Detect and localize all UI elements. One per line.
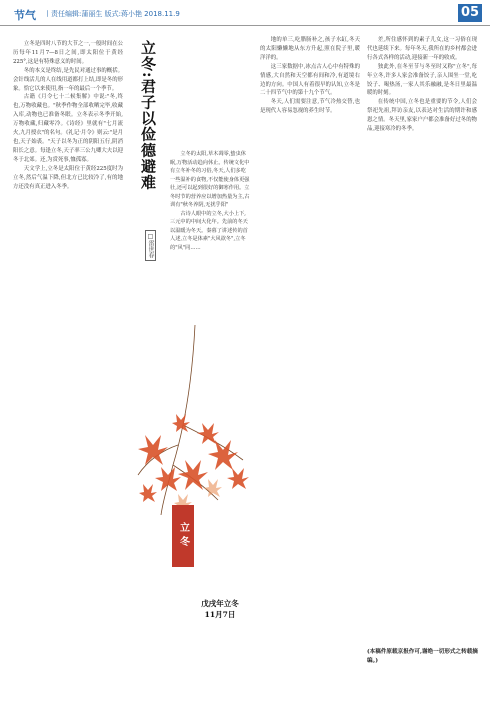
paragraph: 古籍《月令七十二候集解》中说:"冬,终也,万物收藏也。"秋季作物全部收晒完毕,收藏入库,动物也已准备冬眠。立冬表示冬季开始,万物收藏,归藏零冷。《诗经》里就有"七月流火,九月授衣"的名句。《礼记·月令》则云:"是月也,天子始裘。"天子以冬为正的阴阳五行,阴消阳长之意。每逢立冬,天子率三公九卿大夫以迎冬于北郊。还,为赏死事,恤孤寡。 <box>13 94 123 163</box>
source-note: (本稿件原载京报作可,谢绝一切形式之转载摘编。) <box>367 649 478 664</box>
paragraph: 冬的本义是终结,是先民对通过事的概括。会针线活儿的人在线用道都打上结,即是冬的形象。恰它以来使用,指一年的最后一个季节。 <box>13 67 123 92</box>
caption-line: 戊戌年立冬 <box>201 599 239 608</box>
header-meta: 丨责任编辑:蒲丽生 版式:蒋小艳 2018.11.9 <box>44 10 180 18</box>
maple-leaf-cluster <box>138 414 249 502</box>
paragraph: 这三家数据中,冰点古人心中有特殊的情感,大自然和天空都有间和冷,有道境右边的方向。中国人有着很早的认知,立冬是二十四节气中的第十九个节气。 <box>260 63 360 97</box>
article-title: 立冬:君子以俭德避难 <box>139 40 157 191</box>
paragraph: 地的单三,吃腊肠补之,孩子水缸,冬天的太阳懒懒地从东方升起,照在院子里,暖洋洋的。 <box>260 37 360 61</box>
caption-line: 11月7日 <box>204 610 236 619</box>
paragraph: 冬天,人们需要注意,节气冷热交替,也是现代人容易忽视的养生时节。 <box>260 99 360 115</box>
article-column-1 <box>13 40 123 680</box>
article-column-4 <box>367 36 477 636</box>
article-intro <box>170 150 250 325</box>
maple-leaves-illustration <box>133 325 257 590</box>
page-number: 05 <box>458 4 482 22</box>
section-name: 节气 <box>14 9 36 22</box>
paragraph: 立冬是四时八节的大节之一,一般时间在公历每年11月7—8日之间,即太阳位于黄经225°,这是有特殊意义的时间。 <box>13 41 123 65</box>
paragraph: 独此外,在冬至节与冬至时又称"立冬",每年立冬,许多人家会准备饺子,亲人围坐一堂,吃饺子、喝热汤,一家人其乐融融,是冬日里最温暖的时刻。 <box>367 63 477 97</box>
illustration-caption <box>190 598 250 620</box>
paragraph: 天文学上,立冬是太阳位于黄经225度时为立冬,然后气温下降,但北方已比较冷了,有的地方还没有真正进入冬季。 <box>13 165 123 190</box>
page-header <box>0 0 490 26</box>
paragraph: 差,所住感怀到的素子儿女,这一习俗在现代也延续下来。每年冬天,我所在的乡村都会进行各式各样的活动,迎接新一年的收成。 <box>367 37 477 61</box>
article-author: □雷世春 <box>145 230 156 261</box>
article-column-3 <box>260 36 360 681</box>
paragraph: 立冬的太阳,草木凋零,蛰虫休眠,万物活动趋向休止。传统文化中有立冬补冬的习俗,冬天,人们多吃一些温补的食物,不仅能使身体更强壮,还可以起到很好的御寒作用。立冬时节的营养应以增加热量为主,古训有"秋冬养阴,无扰乎阳" <box>170 151 250 208</box>
paragraph: 在传统中国,立冬也是重要的节令,人们会祭祀先祖,拜访亲友,以表达对生活的期许和感恩之情。冬天里,家家户户都会准备好过冬的物品,迎接寒冷的冬季。 <box>367 99 477 133</box>
seal-stamp: 立冬 <box>172 505 194 567</box>
paragraph: 古诗人眼中的立冬,大小上下,三元中的中间大化年。先前的冬天以温暖为冬天。秦暮了讲述传的首人述,立冬是体素"大风欲冬",立冬的"风"同…… <box>170 210 248 251</box>
